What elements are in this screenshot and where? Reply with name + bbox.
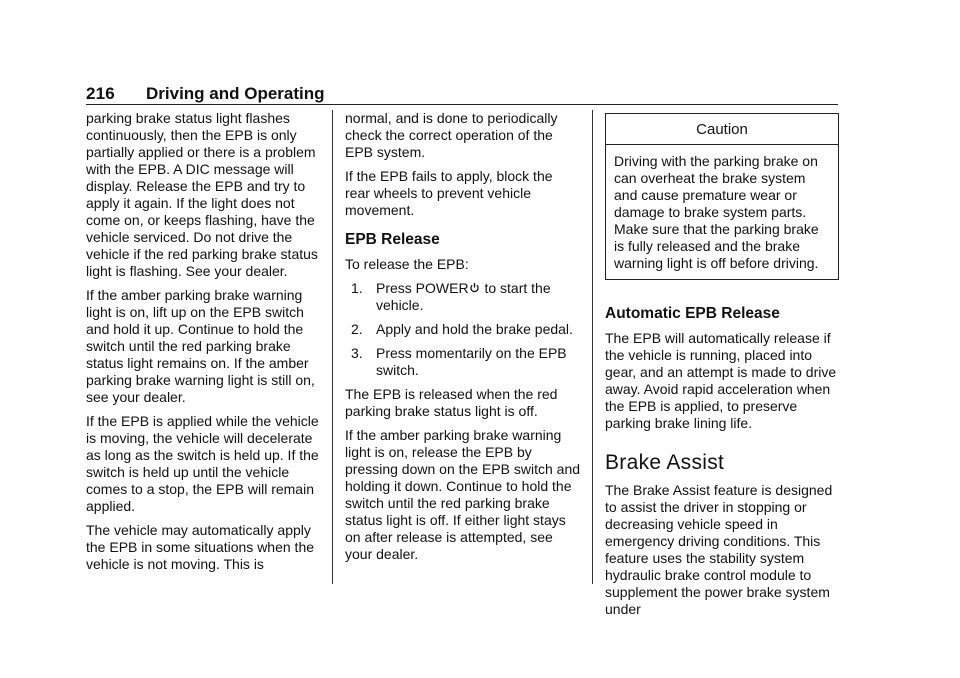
paragraph: The EPB is released when the red parking brake status light is off. [345, 386, 558, 419]
header-rule [86, 104, 838, 105]
list-item [345, 280, 581, 314]
step-number: 2. [351, 321, 363, 337]
column-divider [592, 110, 593, 584]
step-text: Press momentarily on the EPB switch. [376, 345, 567, 378]
step-text-pre: Press POWER [376, 280, 469, 296]
power-icon [470, 281, 479, 293]
column-right [605, 110, 839, 625]
paragraph: If the EPB is applied while the vehicle is moving, the vehicle will decelerate as long as the switch is held up. If the switch is held up until the vehicle comes to a stop, the EPB will remain applied. [86, 413, 319, 514]
step-text: Apply and hold the brake pedal. [376, 321, 573, 337]
list-item [345, 321, 581, 338]
page-number: 216 [86, 84, 115, 103]
subheading-automatic-epb-release: Automatic EPB Release [605, 305, 780, 322]
column-left [86, 110, 324, 580]
caution-box [605, 113, 839, 280]
paragraph: If the EPB fails to apply, block the rear wheels to prevent vehicle movement. [345, 168, 553, 218]
paragraph: If the amber parking brake warning light is on, release the EPB by pressing down on the EPB switch and holding it down. Continue to hold the switch until the red parking brake status light is off. If either light stays on after release is attempted, see your dealer. [345, 427, 581, 562]
caution-body: Driving with the parking brake on can overheat the brake system and cause premature wear or damage to brake system parts. Make sure that the parking brake is fully released and the brake warning light is off before driving. [614, 153, 819, 271]
paragraph: The EPB will automatically release if the vehicle is running, placed into gear, and an attempt is made to drive away. Avoid rapid acceleration when the EPB is applied, to preserve parking brake lining life. [605, 330, 837, 431]
page-header [86, 84, 838, 104]
step-number: 3. [351, 345, 363, 361]
subheading-epb-release: EPB Release [345, 231, 440, 248]
column-divider [332, 110, 333, 584]
paragraph: The vehicle may automatically apply the EPB in some situations when the vehicle is not moving. This is [86, 522, 315, 572]
section-title: Driving and Operating [146, 84, 325, 103]
column-middle [345, 110, 581, 570]
release-steps [345, 280, 581, 379]
paragraph: parking brake status light flashes continuously, then the EPB is only partially applied or there is a problem with the EPB. A DIC message will display. Release the EPB and try to apply it again. If the light does not come on, or keeps flashing, have the vehicle serviced. Do not drive the vehicle if the red parking brake status light is flashing. See your dealer. [86, 110, 318, 279]
list-item [345, 345, 581, 379]
paragraph: To release the EPB: [345, 256, 469, 272]
paragraph: If the amber parking brake warning light is on, lift up on the EPB switch and hold it up. Continue to hold the switch until the red parking brake status light remains on. If the amber parking brake warning light is still on, see your dealer. [86, 287, 315, 405]
heading-brake-assist: Brake Assist [605, 451, 725, 474]
caution-title: Caution [606, 114, 838, 145]
paragraph: The Brake Assist feature is designed to assist the driver in stopping or decreasing vehicle speed in emergency driving conditions. This feature uses the stability system hydraulic brake control module to supplement the power brake system under [605, 482, 833, 617]
step-number: 1. [351, 280, 363, 296]
step-text-post: to start the vehicle. [376, 280, 551, 313]
paragraph: normal, and is done to periodically check the correct operation of the EPB system. [345, 110, 558, 160]
